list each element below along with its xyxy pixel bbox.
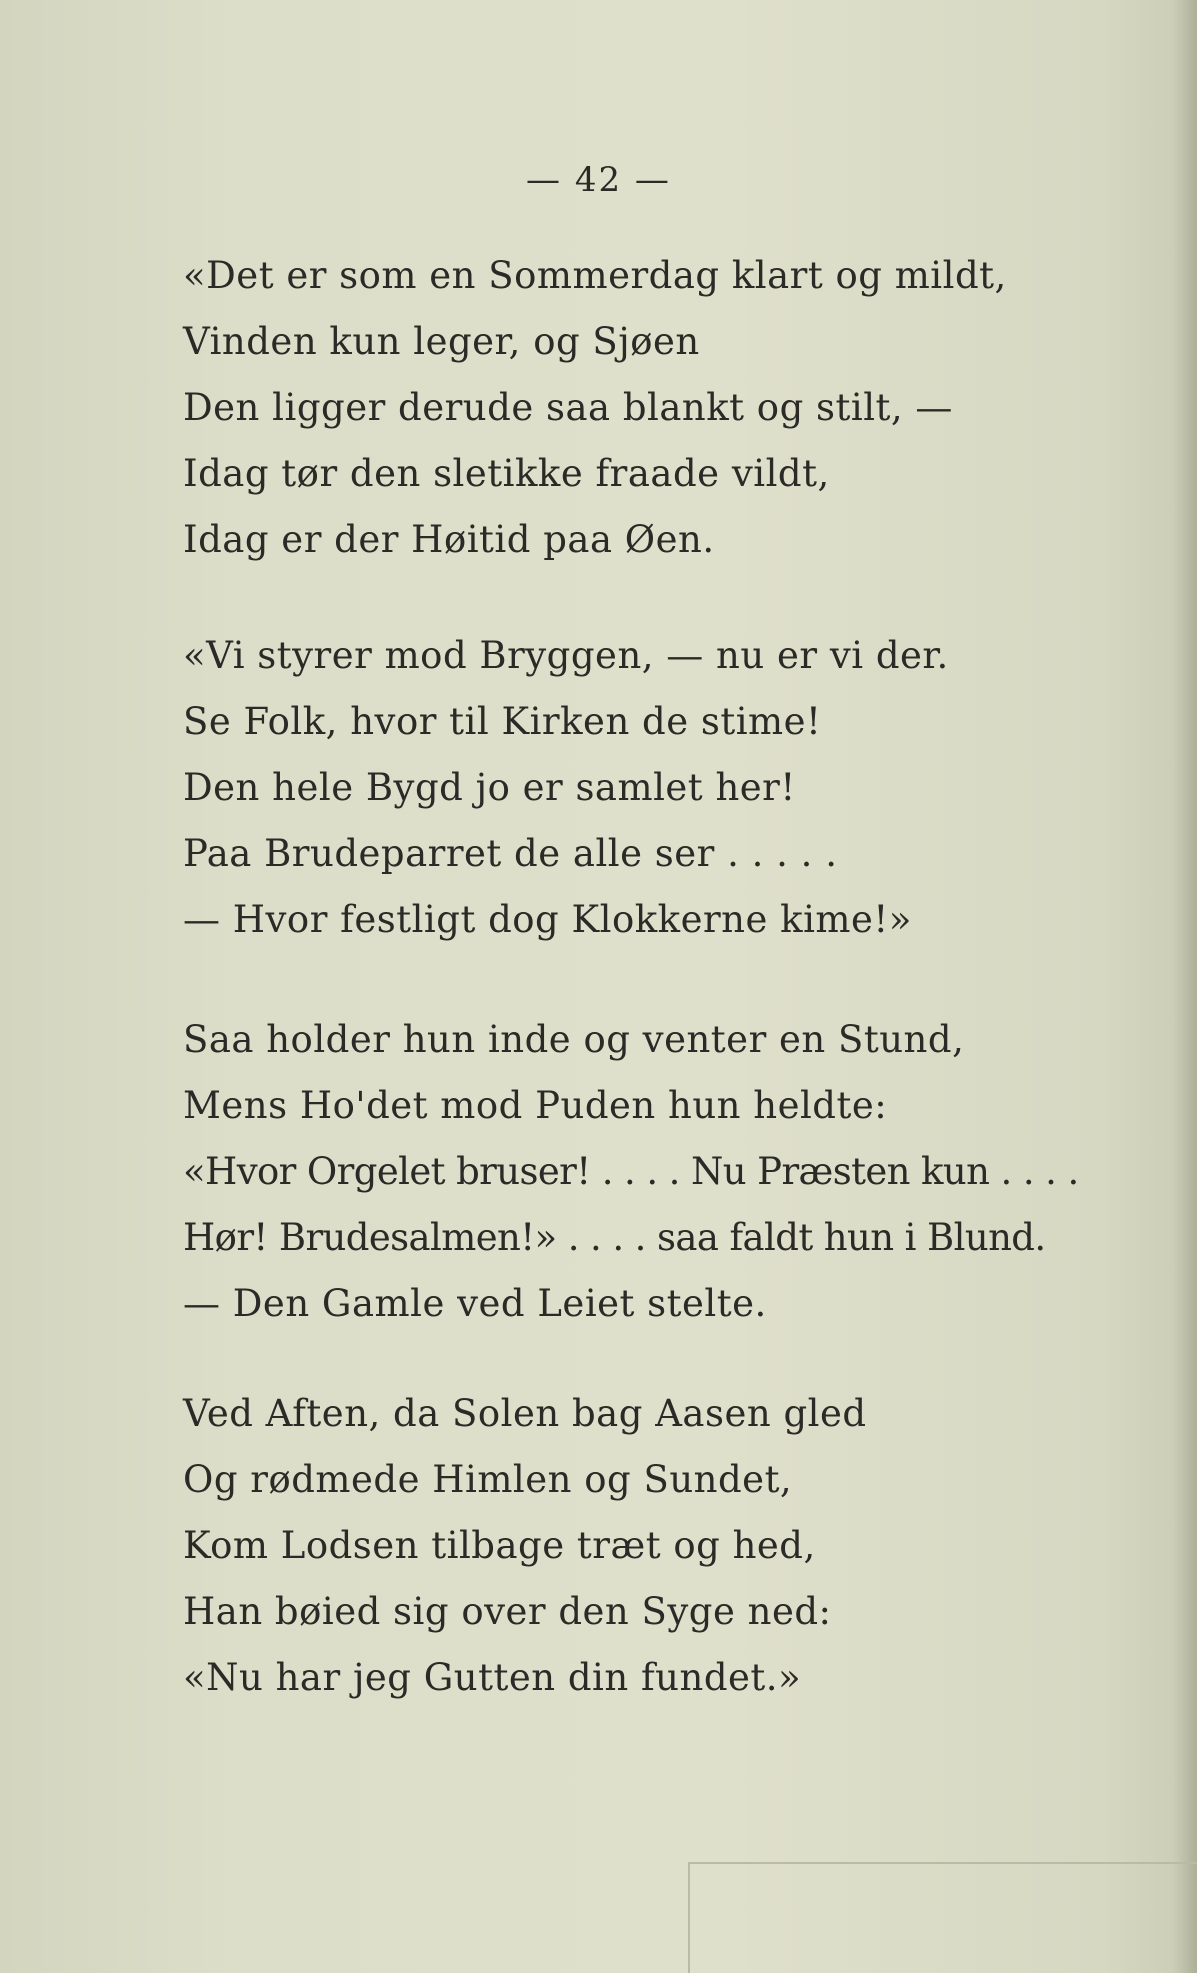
page-edge-shadow bbox=[1173, 0, 1197, 1973]
verse-line: Og rødmede Himlen og Sundet, bbox=[183, 1458, 793, 1501]
stanza-4 bbox=[183, 1381, 1143, 1711]
verse-line: Saa holder hun inde og venter en Stund, bbox=[183, 1018, 965, 1061]
verse-line: «Hvor Orgelet bruser! . . . . Nu Præsten kun . . . . bbox=[183, 1150, 1079, 1193]
verse-line: Kom Lodsen tilbage træt og hed, bbox=[183, 1524, 816, 1567]
verse-line: Idag tør den sletikke fraade vildt, bbox=[183, 452, 830, 495]
verse-line: Paa Brudeparret de alle ser . . . . . bbox=[183, 832, 838, 875]
verse-line: Vinden kun leger, og Sjøen bbox=[183, 320, 700, 363]
verse-line: Ved Aften, da Solen bag Aasen gled bbox=[183, 1392, 867, 1435]
stanza-2 bbox=[183, 623, 1143, 953]
verse-line: Hør! Brudesalmen!» . . . . saa faldt hun i Blund. bbox=[183, 1216, 1046, 1259]
verse-line: Idag er der Høitid paa Øen. bbox=[183, 518, 715, 561]
verse-line: — Den Gamle ved Leiet stelte. bbox=[183, 1282, 767, 1325]
verse-line: Den ligger derude saa blankt og stilt, — bbox=[183, 386, 953, 429]
verse-line: Se Folk, hvor til Kirken de stime! bbox=[183, 700, 822, 743]
page-number: — 42 — bbox=[526, 160, 671, 200]
verse-line: Han bøied sig over den Syge ned: bbox=[183, 1590, 832, 1633]
corner-frame-mark bbox=[688, 1862, 1197, 1973]
verse-line: — Hvor festligt dog Klokkerne kime!» bbox=[183, 898, 912, 941]
verse-line: «Nu har jeg Gutten din fundet.» bbox=[183, 1656, 802, 1699]
stanza-1 bbox=[183, 243, 1143, 573]
verse-line: Den hele Bygd jo er samlet her! bbox=[183, 766, 796, 809]
verse-line: Mens Ho'det mod Puden hun heldte: bbox=[183, 1084, 888, 1127]
verse-line: «Det er som en Sommerdag klart og mildt, bbox=[183, 254, 1007, 297]
stanza-3 bbox=[183, 1007, 1143, 1337]
verse-line: «Vi styrer mod Bryggen, — nu er vi der. bbox=[183, 634, 949, 677]
